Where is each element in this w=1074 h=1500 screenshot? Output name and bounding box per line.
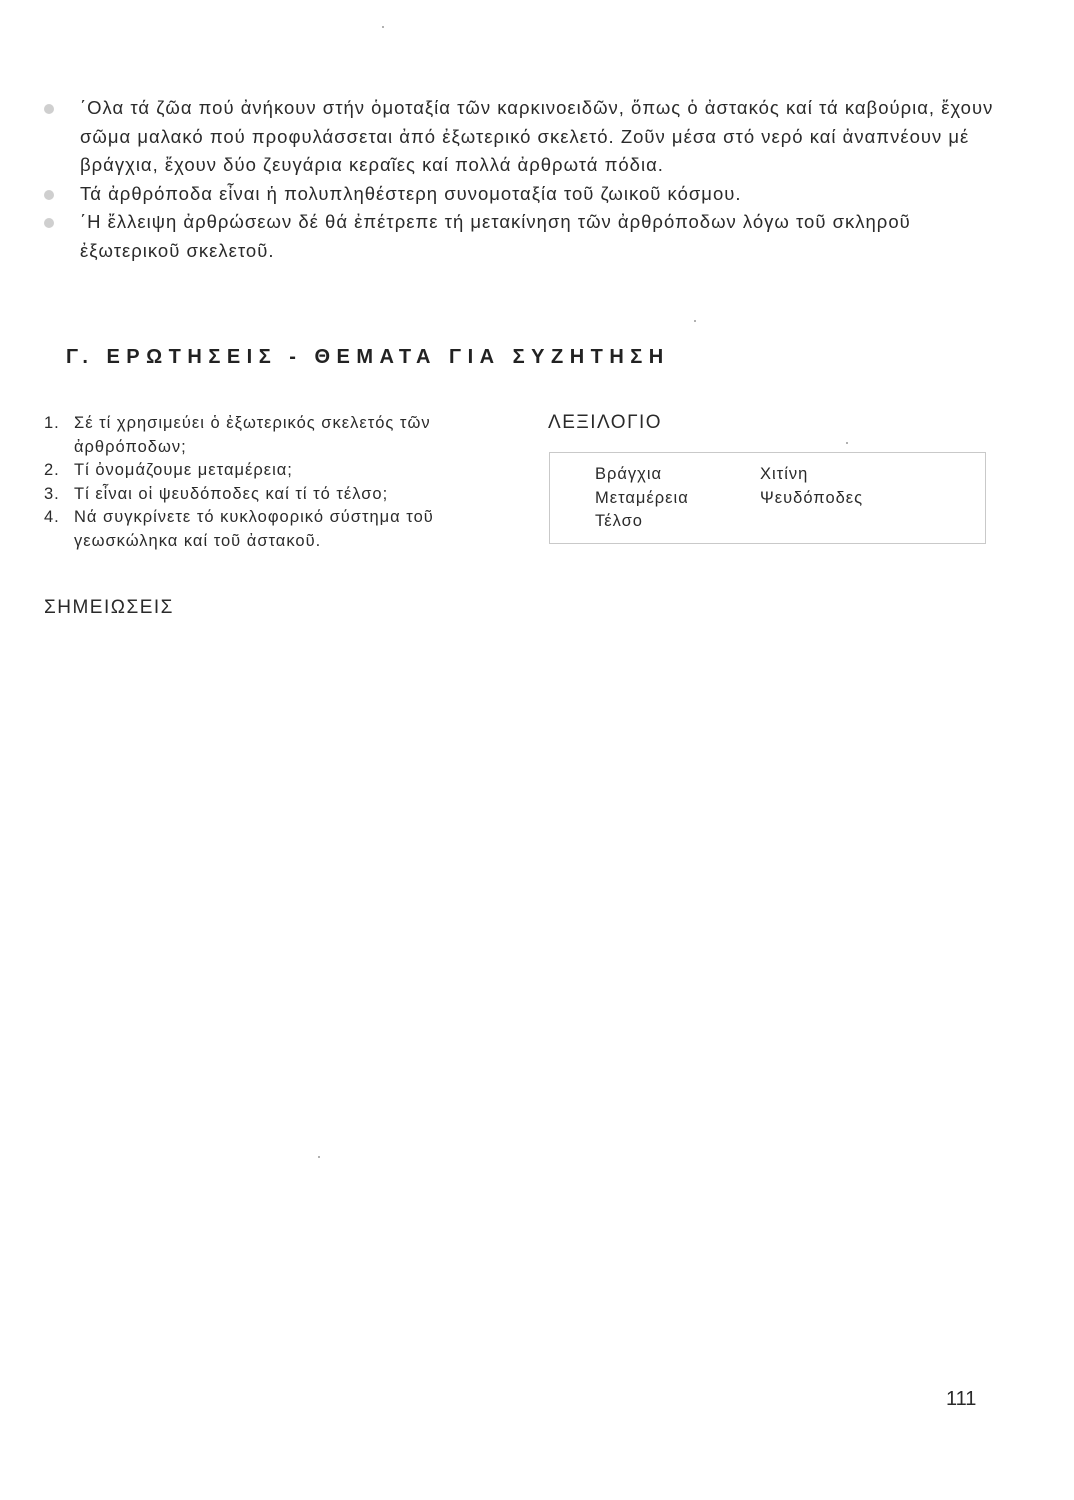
summary-item (44, 180, 994, 209)
question-item (44, 412, 524, 459)
question-item (44, 483, 524, 507)
vocabulary-term: Χιτίνη (760, 465, 809, 483)
summary-item (44, 94, 994, 180)
summary-item-text: Τά ἀρθρόποδα εἶναι ἡ πολυπληθέστερη συνομοταξία τοῦ ζωικοῦ κόσμου. (80, 182, 742, 204)
question-item (44, 459, 524, 483)
bullet-icon (44, 190, 54, 200)
question-number: 3. (44, 484, 60, 503)
summary-item (44, 208, 994, 265)
summary-item-text: ΄Η ἔλλειψη ἀρθρώσεων δέ θά ἐπέτρεπε τή μετακίνηση τῶν ἀρθρόποδων λόγω τοῦ σκληροῦ ἐξωτερικοῦ σκελετοῦ. (80, 211, 911, 261)
scan-speck (382, 26, 384, 28)
question-text: Νά συγκρίνετε τό κυκλοφορικό σύστημα τοῦ γεωσκώληκα καί τοῦ ἀστακοῦ. (74, 508, 434, 550)
question-text: Σέ τί χρησιμεύει ὁ ἐξωτερικός σκελετός τῶν ἀρθρόποδων; (74, 414, 431, 456)
vocabulary-term: Ψευδόποδες (760, 488, 864, 507)
vocabulary-column-left (595, 463, 689, 534)
section-heading: Γ. ΕΡΩΤΗΣΕΙΣ - ΘΕΜΑΤΑ ΓΙΑ ΣΥΖΗΤΗΣΗ (66, 346, 670, 368)
question-text: Τί εἶναι οἱ ψευδόποδες καί τί τό τέλσο; (74, 484, 389, 503)
vocabulary-column-right (760, 463, 863, 510)
vocabulary-title: ΛΕΞΙΛΟΓΙΟ (548, 412, 663, 433)
question-item (44, 506, 524, 553)
question-number: 1. (44, 414, 60, 432)
vocabulary-term: Μεταμέρεια (595, 488, 689, 507)
question-number: 2. (44, 461, 60, 479)
bullet-icon (44, 104, 54, 114)
summary-item-text: ΄Ολα τά ζῶα πού ἀνήκουν στήν ὁμοταξία τῶν καρκινοειδῶν, ὅπως ὁ ἀστακός καί τά καβούρια, ἔχουν σῶμα μαλακό πού προφυλάσσεται ἀπό ἐξωτερικό σκελετό. Ζοῦν μέσα στό νερό καί ἀναπνέουν μέ βράγχια, ἔχουν δύο ζευγάρια κεραῖες καί πολλά ἀρθρωτά πόδια. (80, 97, 994, 175)
scan-speck (318, 1156, 320, 1158)
summary-list (44, 94, 994, 265)
scan-speck (846, 442, 848, 444)
questions-list (44, 412, 524, 553)
vocabulary-box (549, 452, 986, 544)
notes-title: ΣΗΜΕΙΩΣΕΙΣ (44, 597, 174, 618)
scan-speck (694, 320, 696, 322)
question-number: 4. (44, 508, 60, 526)
bullet-icon (44, 218, 54, 228)
question-text: Τί ὀνομάζουμε μεταμέρεια; (74, 461, 293, 479)
page-number: 111 (946, 1388, 977, 1410)
vocabulary-term: Τέλσο (595, 512, 643, 530)
vocabulary-term: Βράγχια (595, 465, 663, 483)
